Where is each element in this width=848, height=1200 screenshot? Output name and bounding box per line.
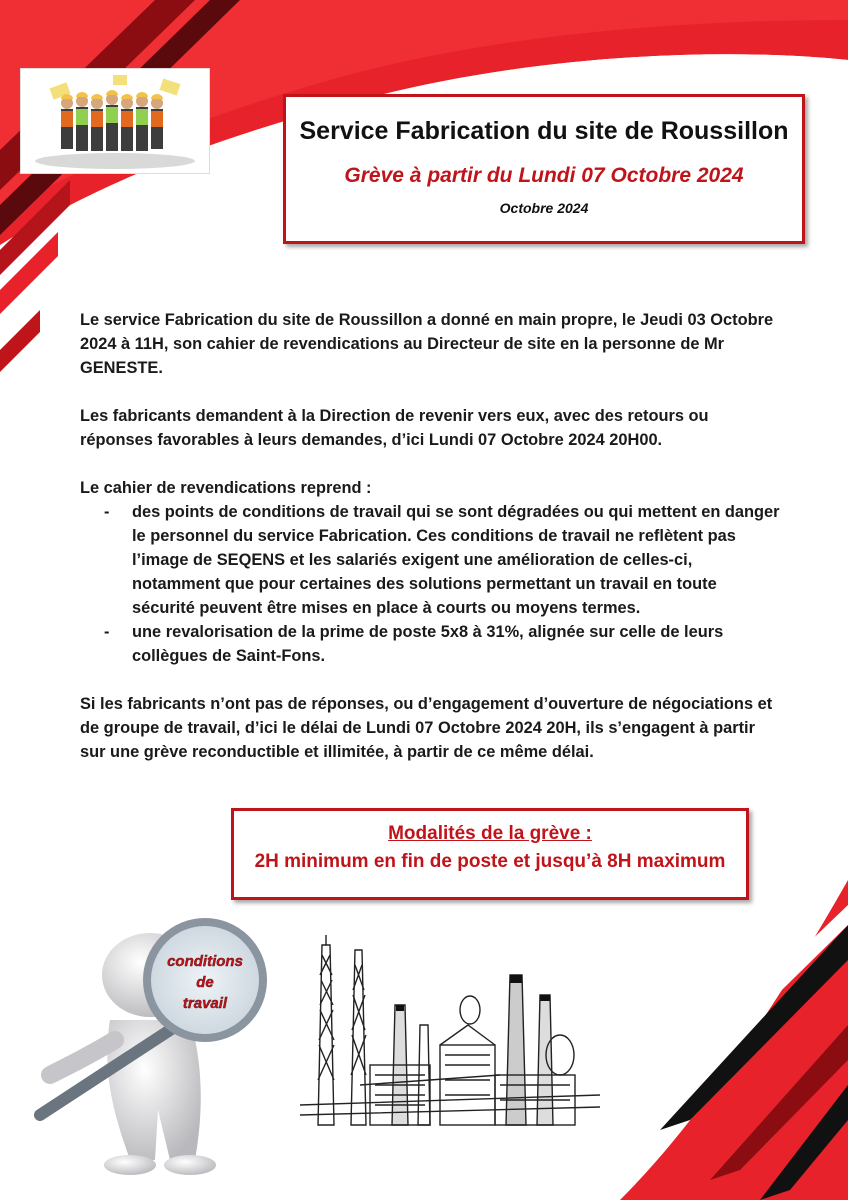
- demands-list: [80, 500, 780, 668]
- page-title: Service Fabrication du site de Roussillon: [299, 117, 789, 145]
- figure-text-conditions: conditions: [167, 953, 243, 970]
- title-box: [283, 94, 805, 244]
- modalites-text: 2H minimum en fin de poste et jusqu’à 8H maximum: [254, 851, 726, 872]
- list-item-text: une revalorisation de la prime de poste 5x8 à 31%, alignée sur celle de leurs collègues de Saint-Fons.: [132, 623, 724, 665]
- magnifier-figure-illustration: [30, 880, 280, 1180]
- list-item: [80, 500, 780, 620]
- figure-text-de: de: [196, 974, 214, 991]
- paragraph-1: Le service Fabrication du site de Roussillon a donné en main propre, le Jeudi 03 Octobre 2024 à 11H, son cahier de revendications au Directeur de site en la personne de Mr GENESTE.: [80, 311, 774, 377]
- factory-illustration: [300, 935, 600, 1135]
- strikers-logo: [20, 68, 210, 174]
- list-dash: -: [104, 623, 110, 641]
- list-item-text: des points de conditions de travail qui se sont dégradées ou qui mettent en danger le personnel du service Fabrication. Ces conditions de travail ne reflètent pas l’image de SEQENS et les salariés exigent une amélioration de celles-ci, notamment que pour certaines des solutions permettant un travail en toute sécurité peuvent être mises en place à courts ou moyens termes.: [132, 503, 780, 617]
- list-intro: Le cahier de revendications reprend :: [80, 479, 372, 497]
- modalites-heading: Modalités de la grève :: [388, 823, 592, 844]
- modalites-box: [231, 808, 749, 900]
- list-item: [80, 620, 780, 668]
- body-text: [80, 308, 780, 788]
- crowd-icon: [21, 69, 209, 173]
- list-dash: -: [104, 503, 110, 521]
- paragraph-2: Les fabricants demandent à la Direction de revenir vers eux, avec des retours ou réponses favorables à leurs demandes, d’ici Lundi 07 Octobre 2024 20H00.: [80, 407, 709, 449]
- strike-subtitle: Grève à partir du Lundi 07 Octobre 2024: [344, 164, 744, 187]
- figure-text-travail: travail: [182, 995, 228, 1012]
- paragraph-3: Si les fabricants n’ont pas de réponses, ou d’engagement d’ouverture de négociations et de groupe de travail, d’ici le délai de Lundi 07 Octobre 2024 20H, ils s’engagent à partir sur une grève reconductible et illimitée, à partir de ce même délai.: [80, 695, 773, 761]
- document-date: Octobre 2024: [499, 200, 589, 216]
